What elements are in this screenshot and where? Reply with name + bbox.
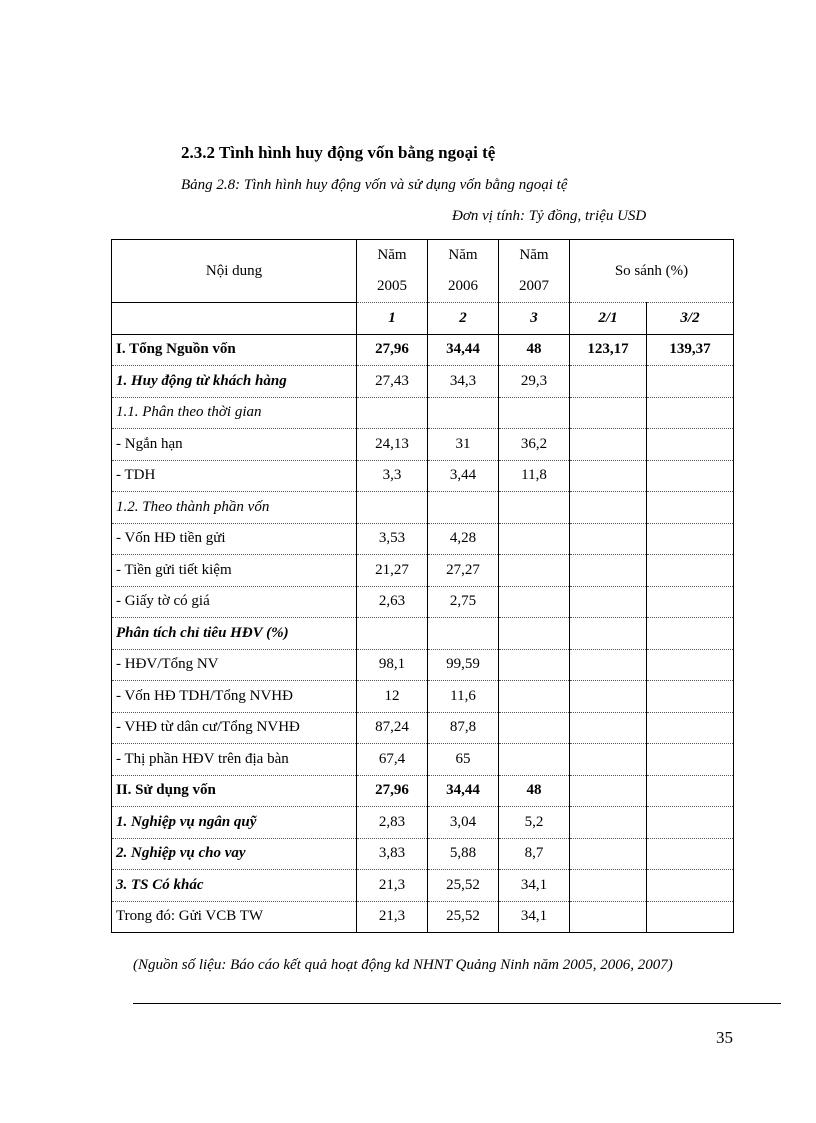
table-row <box>112 555 734 587</box>
row-value <box>647 397 734 429</box>
row-value <box>570 492 647 524</box>
row-label: 1.1. Phân theo thời gian <box>112 397 357 429</box>
table-row <box>112 334 734 366</box>
row-value: 31 <box>428 429 499 461</box>
row-value <box>499 523 570 555</box>
row-value: 27,27 <box>428 555 499 587</box>
table-row <box>112 366 734 398</box>
row-label: - Vốn HĐ TDH/Tổng NVHĐ <box>112 681 357 713</box>
row-value <box>570 712 647 744</box>
row-value <box>647 618 734 650</box>
row-value <box>570 460 647 492</box>
row-value <box>570 649 647 681</box>
row-value: 98,1 <box>357 649 428 681</box>
row-value <box>499 492 570 524</box>
row-label: - Ngắn hạn <box>112 429 357 461</box>
row-value <box>357 492 428 524</box>
row-value <box>499 586 570 618</box>
row-value: 3,3 <box>357 460 428 492</box>
row-value: 123,17 <box>570 334 647 366</box>
row-label: - VHĐ từ dân cư/Tổng NVHĐ <box>112 712 357 744</box>
row-value <box>647 649 734 681</box>
row-value: 25,52 <box>428 870 499 902</box>
row-value <box>357 397 428 429</box>
row-value <box>647 555 734 587</box>
row-value: 12 <box>357 681 428 713</box>
index-col-3: 3 <box>499 303 570 335</box>
row-value: 34,44 <box>428 775 499 807</box>
header-year-2006 <box>428 240 499 303</box>
row-value <box>647 429 734 461</box>
row-value: 34,44 <box>428 334 499 366</box>
table-row <box>112 712 734 744</box>
row-label: - Giấy tờ có giá <box>112 586 357 618</box>
row-label: - Thị phần HĐV trên địa bàn <box>112 744 357 776</box>
row-value <box>647 712 734 744</box>
header-year-2005 <box>357 240 428 303</box>
year-value: 2006 <box>448 278 478 294</box>
data-table <box>111 239 734 933</box>
row-value: 24,13 <box>357 429 428 461</box>
row-value <box>647 523 734 555</box>
year-value: 2005 <box>377 278 407 294</box>
row-value <box>570 681 647 713</box>
table-row <box>112 649 734 681</box>
row-value <box>428 397 499 429</box>
row-value <box>499 681 570 713</box>
table-row <box>112 775 734 807</box>
row-value: 87,24 <box>357 712 428 744</box>
row-value: 2,75 <box>428 586 499 618</box>
index-col-1: 1 <box>357 303 428 335</box>
row-label: - Tiền gửi tiết kiệm <box>112 555 357 587</box>
row-value <box>647 775 734 807</box>
source-note: (Nguồn số liệu: Báo cáo kết quả hoạt động kd NHNT Quảng Ninh năm 2005, 2006, 2007) <box>133 957 673 973</box>
row-value: 27,96 <box>357 775 428 807</box>
table-row <box>112 870 734 902</box>
row-value: 2,63 <box>357 586 428 618</box>
table-row <box>112 492 734 524</box>
row-value <box>499 618 570 650</box>
footer-divider <box>133 1003 781 1004</box>
row-value: 3,53 <box>357 523 428 555</box>
row-value <box>570 397 647 429</box>
row-value: 48 <box>499 334 570 366</box>
row-value <box>499 649 570 681</box>
year-label: Năm <box>448 247 478 263</box>
table-row <box>112 744 734 776</box>
row-label: II. Sử dụng vốn <box>112 775 357 807</box>
row-value: 21,3 <box>357 901 428 933</box>
row-value <box>647 586 734 618</box>
row-value: 21,27 <box>357 555 428 587</box>
row-value <box>428 618 499 650</box>
row-value: 3,83 <box>357 838 428 870</box>
row-label: 1. Huy động từ khách hàng <box>112 366 357 398</box>
row-value: 48 <box>499 775 570 807</box>
row-value: 5,2 <box>499 807 570 839</box>
table-row <box>112 901 734 933</box>
row-value: 11,8 <box>499 460 570 492</box>
row-value: 27,96 <box>357 334 428 366</box>
row-value <box>647 870 734 902</box>
table-row <box>112 429 734 461</box>
row-label: - HĐV/Tổng NV <box>112 649 357 681</box>
row-value: 34,1 <box>499 901 570 933</box>
row-label: Trong đó: Gửi VCB TW <box>112 901 357 933</box>
row-value <box>570 429 647 461</box>
table-row <box>112 460 734 492</box>
row-value <box>570 838 647 870</box>
row-value <box>570 901 647 933</box>
table-index-row <box>112 303 734 335</box>
row-value: 67,4 <box>357 744 428 776</box>
row-value: 11,6 <box>428 681 499 713</box>
row-value: 34,1 <box>499 870 570 902</box>
row-value <box>499 744 570 776</box>
row-value <box>647 366 734 398</box>
year-label: Năm <box>377 247 407 263</box>
index-col-2: 2 <box>428 303 499 335</box>
row-value <box>647 744 734 776</box>
row-value <box>570 586 647 618</box>
row-value: 2,83 <box>357 807 428 839</box>
table-row <box>112 397 734 429</box>
row-value: 27,43 <box>357 366 428 398</box>
row-value <box>647 492 734 524</box>
row-value <box>570 807 647 839</box>
year-value: 2007 <box>519 278 549 294</box>
row-label: 1. Nghiệp vụ ngân quỹ <box>112 807 357 839</box>
row-value: 99,59 <box>428 649 499 681</box>
row-value <box>570 775 647 807</box>
table-caption: Bảng 2.8: Tình hình huy động vốn và sử dụng vốn bằng ngoại tệ <box>181 177 568 193</box>
row-value: 4,28 <box>428 523 499 555</box>
row-value <box>499 397 570 429</box>
row-label: 3. TS Có khác <box>112 870 357 902</box>
row-label: 2. Nghiệp vụ cho vay <box>112 838 357 870</box>
header-compare: So sánh (%) <box>570 240 734 303</box>
row-value: 25,52 <box>428 901 499 933</box>
table-row <box>112 681 734 713</box>
year-label: Năm <box>519 247 549 263</box>
row-value <box>647 901 734 933</box>
table-row <box>112 618 734 650</box>
row-value: 3,44 <box>428 460 499 492</box>
row-label: 1.2. Theo thành phần vốn <box>112 492 357 524</box>
header-year-2007 <box>499 240 570 303</box>
index-compare-2-1: 2/1 <box>570 303 647 335</box>
row-value <box>570 366 647 398</box>
index-compare-3-2: 3/2 <box>647 303 734 335</box>
table-row <box>112 523 734 555</box>
row-value: 65 <box>428 744 499 776</box>
row-value <box>570 555 647 587</box>
row-value: 3,04 <box>428 807 499 839</box>
header-content: Nội dung <box>112 240 357 303</box>
index-blank <box>112 303 357 335</box>
row-value: 8,7 <box>499 838 570 870</box>
row-value: 139,37 <box>647 334 734 366</box>
row-label: I. Tổng Nguồn vốn <box>112 334 357 366</box>
row-value <box>647 807 734 839</box>
row-value: 29,3 <box>499 366 570 398</box>
row-value: 87,8 <box>428 712 499 744</box>
row-value: 21,3 <box>357 870 428 902</box>
row-value <box>499 555 570 587</box>
row-value <box>357 618 428 650</box>
row-label: - Vốn HĐ tiền gửi <box>112 523 357 555</box>
table-row <box>112 807 734 839</box>
row-value <box>570 523 647 555</box>
section-heading: 2.3.2 Tình hình huy động vốn bằng ngoại tệ <box>181 143 496 162</box>
page-number: 35 <box>716 1028 733 1047</box>
row-value <box>428 492 499 524</box>
row-label: Phân tích chỉ tiêu HĐV (%) <box>112 618 357 650</box>
table-row <box>112 838 734 870</box>
row-label: - TDH <box>112 460 357 492</box>
row-value: 34,3 <box>428 366 499 398</box>
row-value <box>647 460 734 492</box>
row-value <box>570 618 647 650</box>
row-value <box>499 712 570 744</box>
row-value <box>570 744 647 776</box>
row-value: 36,2 <box>499 429 570 461</box>
row-value: 5,88 <box>428 838 499 870</box>
unit-note: Đơn vị tính: Tỷ đồng, triệu USD <box>452 208 647 224</box>
row-value <box>570 870 647 902</box>
row-value <box>647 838 734 870</box>
table-row <box>112 586 734 618</box>
row-value <box>647 681 734 713</box>
